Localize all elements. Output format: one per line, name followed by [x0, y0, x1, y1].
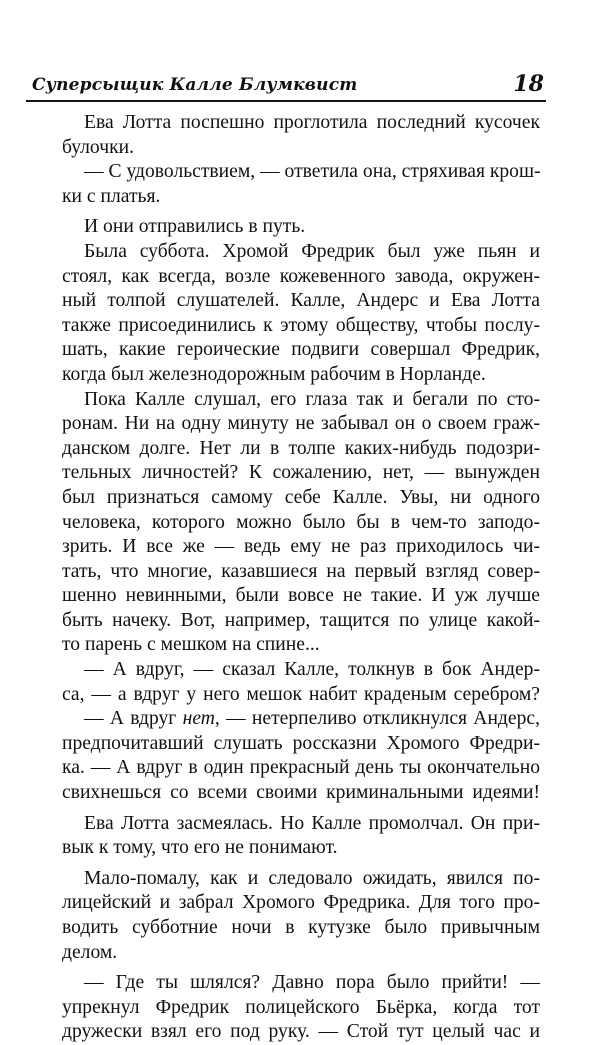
- text-line: то парень с мешком на спине...: [62, 634, 320, 656]
- text-line: Была суббота. Хромой Фредрик был уже пьян и: [84, 240, 540, 262]
- text-line: водить субботние ночи в кутузке было привычным: [62, 917, 540, 938]
- text-line: данском долге. Нет ли в толпе каких-нибудь подозри-: [62, 437, 540, 459]
- text-line: шать, какие героические подвиги совершал Фредрик,: [62, 339, 540, 361]
- text-line: — Где ты шлялся? Давно пора было прийти! —: [84, 972, 540, 994]
- text-line: дружески взял его под руку. — Стой тут целый час и: [62, 1021, 540, 1043]
- text-line: упрекнул Фредрик полицейского Бьёрка, когда тот: [62, 996, 540, 1018]
- text-line: Ева Лотта засмеялась. Но Калле промолчал. Он при-: [84, 812, 540, 834]
- running-header: [26, 64, 546, 102]
- text-line: человека, которого можно было бы в чем-то заподо-: [62, 511, 540, 533]
- page-number: 18: [513, 71, 544, 97]
- text-line: булочки.: [62, 136, 134, 158]
- text-line: Мало-помалу, как и следовало ожидать, явился по-: [84, 867, 540, 889]
- text-line: ронам. Ни на одну минуту не забывал он о своем граж-: [62, 413, 540, 435]
- text-line: — С удовольствием, — ответила она, стряхивая крош-: [84, 161, 541, 183]
- body-text: [62, 111, 540, 1045]
- text-line: ка. — А вдруг в один прекрасный день ты окончательно: [62, 757, 540, 779]
- text-line: предпочитавший слушать россказни Хромого Фредри-: [62, 732, 540, 754]
- text-line: вык к тому, что его не понимают.: [62, 837, 338, 859]
- text-line: быть начеку. Вот, например, тащится по улице какой-: [62, 609, 540, 631]
- text-line: Пока Калле слушал, его глаза так и бегали по сто-: [84, 388, 540, 410]
- running-title: Суперсыщик Калле Блумквист: [32, 75, 358, 95]
- text-line: лицейский и забрал Хромого Фредрика. Для того про-: [62, 892, 540, 914]
- text-line: И они отправились в путь.: [84, 216, 306, 238]
- text-line: са, — а вдруг у него мешок набит краденым серебром?: [62, 683, 540, 705]
- text-line: тать, что многие, казавшиеся на первый взгляд совер-: [62, 560, 540, 582]
- text-line: шенно невинными, были вовсе не такие. И уж лучше: [62, 585, 540, 607]
- text-line: зрить. И все же — ведь ему не раз приходилось чи-: [62, 536, 540, 558]
- text-line: когда был железнодорожным рабочим в Норланде.: [62, 363, 486, 385]
- text-line: был признаться самому себе Калле. Увы, ни одного: [62, 486, 540, 508]
- text-line: свихнешься со всеми своими криминальными идеями!: [62, 782, 540, 804]
- text-line: ки с платья.: [62, 185, 161, 207]
- text-line: стоял, как всегда, возле кожевенного завода, окружен-: [62, 265, 540, 287]
- text-line: тельных личностей? К сожалению, нет, — вынужден: [62, 462, 540, 484]
- text-line: — А вдруг нет, — нетерпеливо откликнулся Андерс,: [84, 708, 540, 730]
- text-line: также присоединились к этому обществу, чтобы послу-: [62, 314, 540, 336]
- text-line: — А вдруг, — сказал Калле, толкнув в бок Андер-: [84, 659, 540, 681]
- text-line: ный толпой слушателей. Калле, Андерс и Ева Лотта: [62, 290, 540, 312]
- text-line: делом.: [62, 941, 118, 963]
- text-line: Ева Лотта поспешно проглотила последний кусочек: [84, 112, 540, 133]
